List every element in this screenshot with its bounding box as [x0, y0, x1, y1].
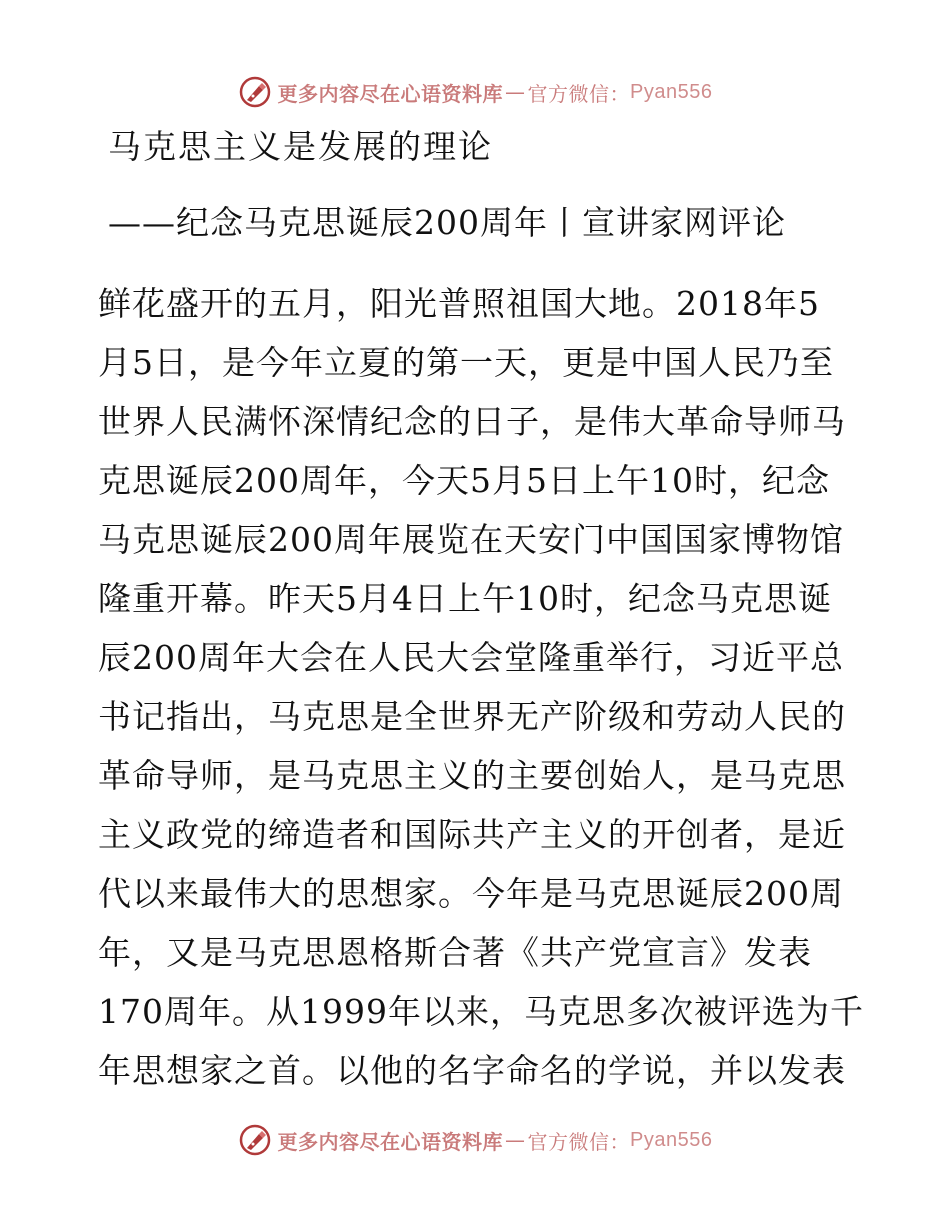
pen-nib-logo-icon [238, 1123, 272, 1157]
pen-nib-logo-icon [238, 75, 272, 109]
banner-main-text: 更多内容尽在心语资料库 [277, 81, 504, 106]
paragraph-line: 主义政党的缔造者和国际共产主义的开创者，是近 [98, 815, 846, 854]
paragraph-line: 代以来最伟大的思想家。今年是马克思诞辰200周 [98, 874, 844, 913]
banner-wechat-handle: Pyan556 [630, 80, 713, 103]
paragraph-line: 克思诞辰200周年，今天5月5日上午10时，纪念 [98, 461, 830, 500]
paragraph-line: 隆重开幕。昨天5月4日上午10时，纪念马克思诞 [98, 579, 832, 618]
paragraph-line: 马克思诞辰200周年展览在天安门中国国家博物馆 [98, 520, 844, 559]
paragraph-line: 辰200周年大会在人民大会堂隆重举行，习近平总 [98, 638, 844, 677]
paragraph-line: 鲜花盛开的五月，阳光普照祖国大地。2018年5 [98, 284, 820, 323]
banner-dash: — [505, 80, 526, 104]
document-content [98, 122, 864, 1100]
document-title: 马克思主义是发展的理论 [108, 127, 493, 166]
paragraph-line: 书记指出，马克思是全世界无产阶级和劳动人民的 [98, 697, 846, 736]
document-subtitle: ——纪念马克思诞辰200周年丨宣讲家网评论 [108, 203, 786, 242]
body-paragraph [98, 274, 864, 1100]
header-watermark-banner [0, 72, 950, 112]
paragraph-line: 年思想家之首。以他的名字命名的学说，并以发表 [98, 1051, 846, 1090]
paragraph-line: 世界人民满怀深情纪念的日子，是伟大革命导师马 [98, 402, 846, 441]
banner-official-label: 官方微信： [527, 1129, 631, 1154]
paragraph-line: 革命导师，是马克思主义的主要创始人，是马克思 [98, 756, 846, 795]
banner-main-text: 更多内容尽在心语资料库 [277, 1129, 504, 1154]
paragraph-line: 月5日，是今年立夏的第一天，更是中国人民乃至 [98, 343, 834, 382]
paragraph-line: 年，又是马克思恩格斯合著《共产党宣言》发表 [98, 933, 812, 972]
paragraph-line: 170周年。从1999年以来，马克思多次被评选为千 [98, 992, 864, 1031]
banner-wechat-handle: Pyan556 [630, 1128, 713, 1151]
banner-dash: — [505, 1128, 526, 1152]
banner-official-label: 官方微信： [527, 81, 631, 106]
footer-watermark-banner [0, 1120, 950, 1160]
